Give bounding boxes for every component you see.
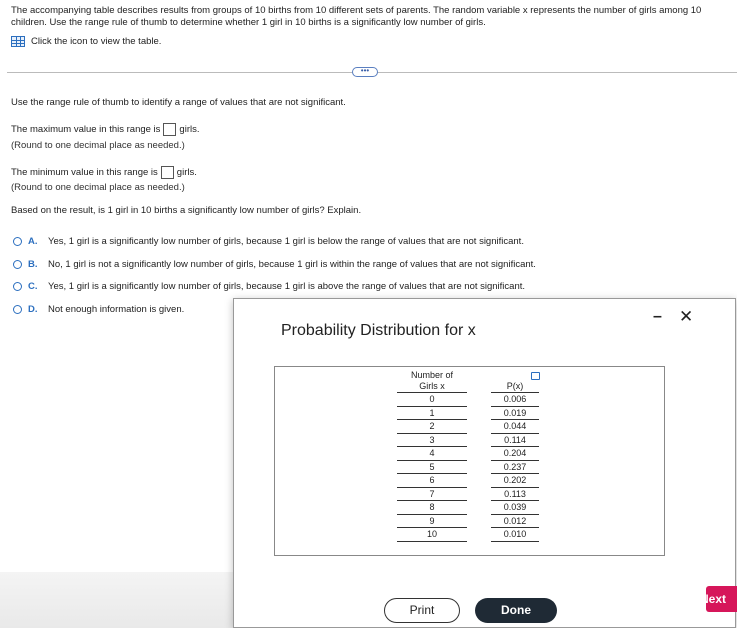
instruction-text: Use the range rule of thumb to identify a range of values that are not significant. bbox=[11, 97, 346, 108]
minimize-icon[interactable]: – bbox=[653, 308, 662, 325]
table-row bbox=[397, 406, 539, 420]
max-value-row bbox=[11, 123, 199, 136]
choice-letter: D. bbox=[28, 304, 38, 315]
cell-x: 9 bbox=[397, 514, 467, 528]
print-button[interactable]: Print bbox=[384, 598, 460, 623]
view-table-label[interactable]: Click the icon to view the table. bbox=[31, 36, 162, 47]
min-prefix: The minimum value in this range is bbox=[11, 167, 158, 179]
cell-x: 7 bbox=[397, 487, 467, 501]
choice-text[interactable]: Yes, 1 girl is a significantly low number of girls, because 1 girl is above the range of values that are not significant. bbox=[48, 281, 526, 292]
choice-letter: B. bbox=[28, 259, 38, 270]
cell-px: 0.019 bbox=[491, 406, 539, 420]
choice-text[interactable]: Not enough information is given. bbox=[48, 304, 185, 315]
min-suffix: girls. bbox=[176, 167, 197, 179]
dialog-title: Probability Distribution for x bbox=[281, 322, 476, 339]
choice-letter: A. bbox=[28, 236, 38, 247]
done-button[interactable]: Done bbox=[475, 598, 557, 623]
explain-question: Based on the result, is 1 girl in 10 births a significantly low number of girls? Explain. bbox=[11, 205, 362, 216]
cell-px: 0.114 bbox=[491, 433, 539, 447]
choice-d[interactable] bbox=[13, 304, 184, 315]
min-value-input[interactable] bbox=[161, 166, 174, 179]
table-row bbox=[397, 433, 539, 447]
cell-px: 0.006 bbox=[491, 393, 539, 407]
cell-x: 0 bbox=[397, 393, 467, 407]
choice-text[interactable]: No, 1 girl is not a significantly low number of girls, because 1 girl is within the range of values that are not significant. bbox=[48, 259, 536, 270]
distribution-table bbox=[397, 370, 539, 542]
column-header-x bbox=[397, 370, 467, 393]
footer-bar bbox=[0, 572, 233, 628]
min-value-row bbox=[11, 166, 197, 179]
choice-a[interactable] bbox=[13, 236, 524, 247]
table-row bbox=[397, 447, 539, 461]
cell-px: 0.113 bbox=[491, 487, 539, 501]
choice-b[interactable] bbox=[13, 259, 536, 270]
cell-px: 0.012 bbox=[491, 514, 539, 528]
table-row bbox=[397, 420, 539, 434]
cell-x: 10 bbox=[397, 528, 467, 542]
cell-px: 0.204 bbox=[491, 447, 539, 461]
table-row bbox=[397, 474, 539, 488]
probability-dialog bbox=[233, 298, 736, 628]
table-row bbox=[397, 393, 539, 407]
table-row bbox=[397, 487, 539, 501]
table-row bbox=[397, 528, 539, 542]
max-hint: (Round to one decimal place as needed.) bbox=[11, 140, 185, 151]
cell-x: 8 bbox=[397, 501, 467, 515]
cell-px: 0.010 bbox=[491, 528, 539, 542]
column-header-px: P(x) bbox=[491, 370, 539, 393]
max-value-input[interactable] bbox=[163, 123, 176, 136]
close-icon[interactable]: ✕ bbox=[679, 307, 694, 326]
cell-x: 1 bbox=[397, 406, 467, 420]
col1-line2: Girls x bbox=[419, 381, 445, 391]
expand-more-button[interactable]: ••• bbox=[352, 67, 378, 77]
table-row bbox=[397, 460, 539, 474]
next-button[interactable]: Next bbox=[706, 586, 737, 612]
view-table-link[interactable] bbox=[11, 36, 161, 47]
choice-letter: C. bbox=[28, 281, 38, 292]
choice-c[interactable] bbox=[13, 281, 525, 292]
cell-px: 0.039 bbox=[491, 501, 539, 515]
cell-x: 3 bbox=[397, 433, 467, 447]
radio-b[interactable] bbox=[13, 260, 22, 269]
radio-d[interactable] bbox=[13, 305, 22, 314]
problem-statement: The accompanying table describes results from groups of 10 births from 10 different sets of parents. The random variable x represents the number of girls among 10 children. Use the range rule of thumb to determine whether 1 girl in 10 births is a significantly low number of girls. bbox=[11, 5, 702, 28]
table-row bbox=[397, 514, 539, 528]
col1-line1: Number of bbox=[410, 370, 454, 380]
min-hint: (Round to one decimal place as needed.) bbox=[11, 182, 185, 193]
radio-c[interactable] bbox=[13, 282, 22, 291]
distribution-table-box bbox=[274, 366, 665, 556]
cell-px: 0.202 bbox=[491, 474, 539, 488]
max-suffix: girls. bbox=[179, 124, 200, 136]
cell-px: 0.237 bbox=[491, 460, 539, 474]
cell-x: 6 bbox=[397, 474, 467, 488]
radio-a[interactable] bbox=[13, 237, 22, 246]
table-row bbox=[397, 501, 539, 515]
table-icon[interactable] bbox=[11, 36, 25, 47]
choice-text[interactable]: Yes, 1 girl is a significantly low number of girls, because 1 girl is below the range of values that are not significant. bbox=[48, 236, 524, 247]
cell-x: 2 bbox=[397, 420, 467, 434]
cell-x: 4 bbox=[397, 447, 467, 461]
max-prefix: The maximum value in this range is bbox=[11, 124, 161, 136]
cell-px: 0.044 bbox=[491, 420, 539, 434]
cell-x: 5 bbox=[397, 460, 467, 474]
